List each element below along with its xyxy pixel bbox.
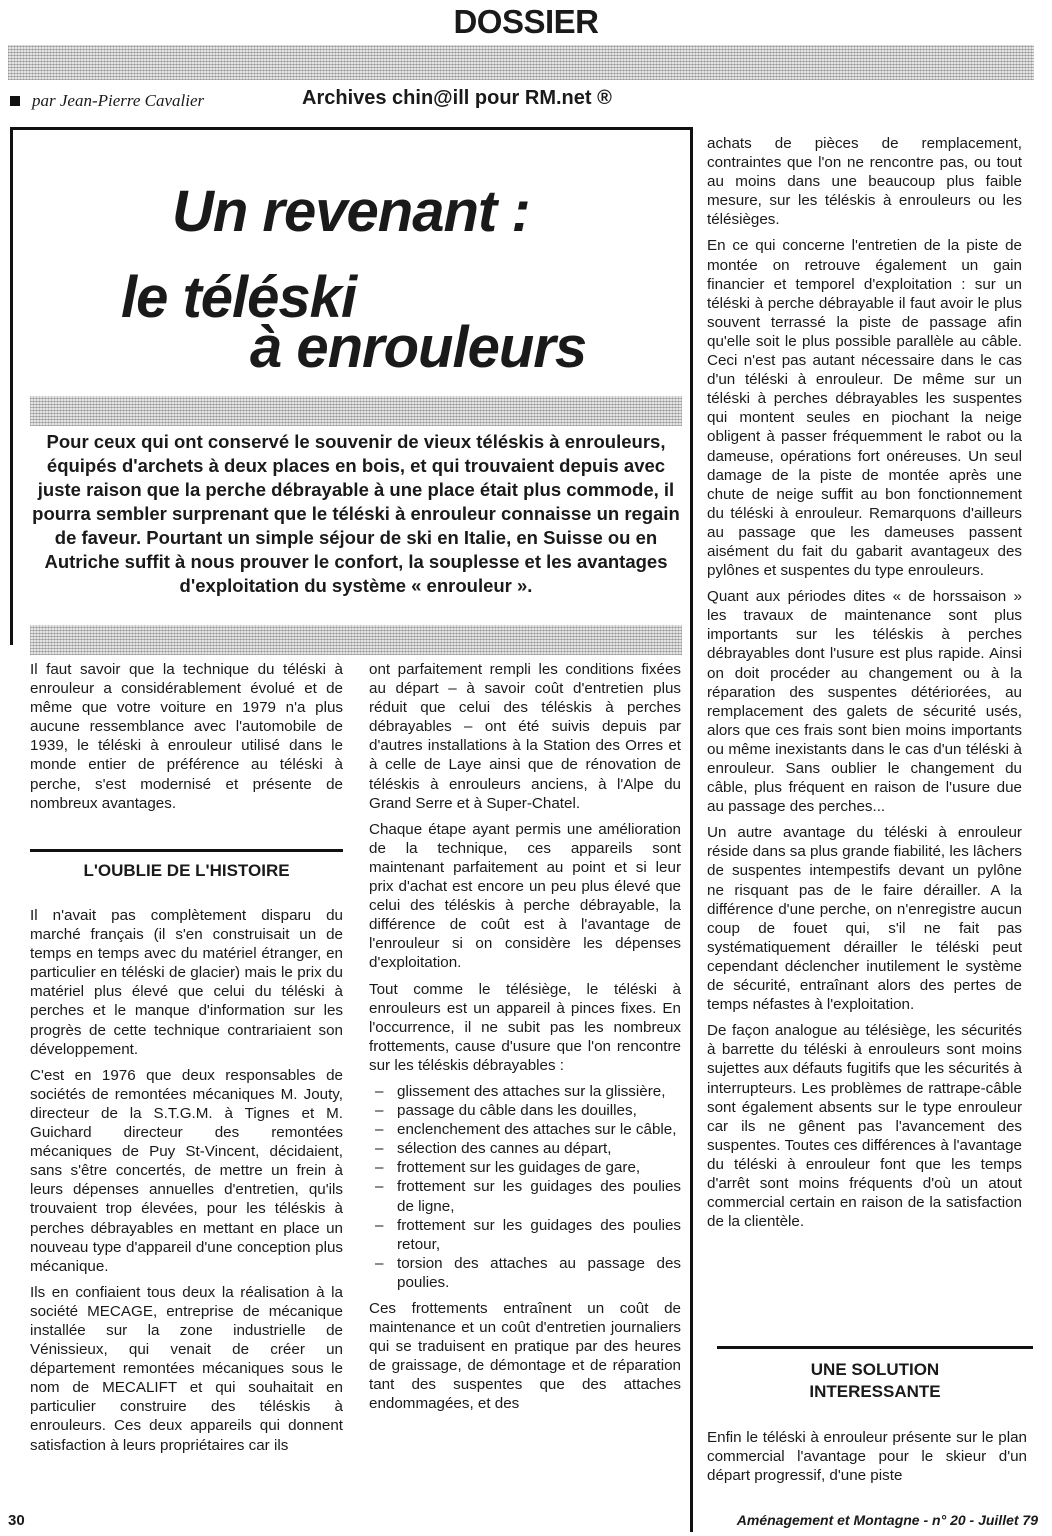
paragraph: Un autre avantage du téléski à enrouleur réside dans sa plus grande fiabilité, les lâchers de suspentes intempestifs devant un pylône ne risquant pas de le faire dérailler. A la différence d'une perche, on n'enregistre aucun coup de fouet qui, s'il ne fait pas systématiquement dérailler le téléski peut cependant déclencher inutilement le système de sécurité, entraînant alors des pertes de temps néfastes à l'exploitation. (707, 824, 1022, 1014)
intro-paragraph: Pour ceux qui ont conservé le souvenir de vieux téléskis à enrouleurs, équipés d'archets à deux places en bois, et qui trouvaient depuis avec juste raison que la perche débrayable à une place était plus commode, il pourra sembler surprenant que le téléski à enrouleur connaisse un regain de faveur. Pourtant un simple séjour de ski en Italie, en Suisse ou en Autriche suffit à nous prouver le confort, la souplesse et les avantages d'exploitation du système « enrouleur ». (32, 431, 680, 596)
paragraph: Ces frottements entraînent un coût de maintenance et un coût d'entretien journaliers qui se traduisent en pratique par des heures de graissage, de démontage et de réparation tant des suspentes que des attaches endommagées, et des (369, 1300, 681, 1413)
paragraph: Il n'avait pas complètement disparu du marché français (il s'en construisait un de temps en temps avec du matériel étranger, en particulier en téléski de glacier) mais le prix du matériel plus élevé que celui du téléski à perches et le manque d'information sur les progrès de cette technique contrariaient son développement. (30, 907, 343, 1058)
paragraph: Quant aux périodes dites « de horssaison » les travaux de maintenance sont plus importants sur les téléskis à perches débrayables dont l'usure est plus rapide. Ainsi on doit procéder au changement ou à la réparation des suspentes détériorées, au remplacement des galets de sécurité usés, alors que ces frais sont bien moins importants ou même inexistants dans le cas d'un téléski à enrouleur. Sans oublier le changement du câble, plus fréquent en raison de l'usure due au passage des perches... (707, 588, 1022, 816)
column-3 (707, 134, 1022, 1238)
archives-credit: Archives chin@ill pour RM.net ® (302, 87, 612, 109)
hatched-band (30, 396, 682, 426)
paragraph: ont parfaitement rempli les conditions fixées au départ – à savoir coût d'entretien plus réduit que celui des téléskis à perches débrayables – ont été suivis depuis par d'autres installations à la Station des Orres et à celle de Laye ainsi que de rénovation de téléskis à enrouleurs anciens, à l'Alpe du Grand Serre et à Super-Chatel. (369, 661, 681, 812)
column-divider-rule (690, 127, 693, 1532)
column-1 (30, 660, 343, 820)
paragraph: achats de pièces de remplacement, contraintes que l'on ne rencontre pas, ou tout au moins dans une beaucoup plus faible mesure, sur les téléskis à enrouleurs ou les télésièges. (707, 135, 1022, 229)
top-hatched-band (8, 45, 1034, 80)
list-item: – frottement sur les guidages des poulies retour, (369, 1216, 681, 1254)
column-1-continued (30, 906, 343, 1462)
list-item: – frottement sur les guidages de gare, (369, 1158, 681, 1177)
friction-list (369, 1082, 681, 1292)
section-label: DOSSIER (453, 3, 599, 40)
paragraph: C'est en 1976 que deux responsables de sociétés de remontées mécaniques M. Jouty, directeur de la S.T.G.M. à Tignes et M. Guichard directeur des remontées mécaniques de Puy St-Vincent, décidaient, sans s'être concertés, de mettre un frein à leurs dépenses annuelles d'entretien, qu'ils trouvaient trop élevées, pour les téléskis à perches débrayables en mettant en place un nouveau type d'appareil d'une conception plus mécanique. (30, 1066, 343, 1275)
list-item: – enclenchement des attaches sur le câble, (369, 1120, 681, 1139)
paragraph: Enfin le téléski à enrouleur présente sur le plan commercial l'avantage pour le skieur d'un départ progressif, d'une piste (707, 1429, 1027, 1485)
title-line-2: le téléski (121, 265, 357, 330)
list-item: – sélection des cannes au départ, (369, 1139, 681, 1158)
column-2 (369, 660, 681, 1421)
subheading-history: L'OUBLIE DE L'HISTOIRE (30, 849, 343, 882)
frame-top-rule (10, 127, 690, 130)
paragraph: Ils en confiaient tous deux la réalisation à la société MECAGE, entreprise de mécanique installée sur la zone industrielle de Vénissieux, qui venait de créer un département remontées mécaniques sous le nom de MECALIFT et qui souhaitait en particulier construire des téléskis à enrouleurs. Ces deux appareils qui donnent satisfaction à leurs propriétaires car ils (30, 1283, 343, 1454)
list-item: – frottement sur les guidages des poulies de ligne, (369, 1177, 681, 1215)
paragraph: Chaque étape ayant permis une amélioration de la technique, ces appareils sont maintenant parfaitement au point et si leur prix d'achat est encore un peu plus élevé que celui des téléskis à perche débrayable, la différence de coût est à l'avantage de l'enrouleur si on considère les dépenses d'exploitation. (369, 820, 681, 972)
paragraph: En ce qui concerne l'entretien de la piste de montée on retrouve également un gain financier et temporel d'exploitation : sur un téléski à perche débrayable il faut avoir le plus souvent terrassé la piste de passage afin qu'elle soit le plus possible parallèle au câble. Ceci n'est pas autant nécessaire dans le cas d'un téléski à enrouleur. De même sur un téléski à perches débrayables les suspentes qui montent seules en piochant la neige obligent à passer fréquemment le rabot ou la dameuse, opérations fort onéreuses. Un seul damage de la piste de montée après une chute de neige suffit au bon fonctionnement du téléski à enrouleur. Remarquons d'ailleurs au passage que les dameuses passent aisément du fait du gabarit avantageux des pylônes et suspentes du type enrouleurs. (707, 237, 1022, 580)
byline-row (10, 87, 1030, 117)
list-item: – passage du câble dans les douilles, (369, 1101, 681, 1120)
paragraph: De façon analogue au télésiège, les sécurités à barrette du téléski à enrouleurs sont moins sujettes aux défauts fugitifs que les sécurités à interrupteurs. Les problèmes de rattrape-câble sont également absents sur le type enrouleur car ils ne gênent pas l'avancement des suspentes. Toutes ces différences à l'avantage du téléski à enrouleur font que les temps d'arrêt sont moins fréquents d'où un atout commercial certain en raison de la satisfaction de la clientèle. (707, 1022, 1022, 1231)
square-bullet-icon (10, 96, 20, 106)
page-number: 30 (8, 1512, 25, 1529)
paragraph: Tout comme le télésiège, le téléski à enrouleurs est un appareil à pinces fixes. En l'occurrence, il ne subit pas les nombreux frottements, cause d'usure que l'on rencontre sur les téléskis débrayables : (369, 980, 681, 1074)
list-item: – glissement des attaches sur la glissière, (369, 1082, 681, 1101)
column-3-continued (707, 1428, 1027, 1492)
subheading-line: INTERESSANTE (809, 1382, 941, 1401)
frame-left-rule (10, 127, 13, 645)
title-line-3: à enrouleurs (250, 315, 587, 380)
paragraph: Il faut savoir que la technique du téléski à enrouleur a considérablement évolué et de même que votre voiture en 1979 n'a plus aucune ressemblance avec l'automobile de 1939, le téléski à enrouleur utilisé dans le monde entier de préférence au téléski à perche, s'est modernisé et présente de nombreux avantages. (30, 661, 343, 812)
subheading-solution (717, 1346, 1033, 1403)
hatched-band (30, 625, 682, 655)
list-item: – torsion des attaches au passage des poulies. (369, 1254, 681, 1292)
subheading-line: UNE SOLUTION (810, 1360, 940, 1379)
author-byline: par Jean-Pierre Cavalier (32, 91, 205, 110)
title-line-1: Un revenant : (172, 179, 530, 244)
magazine-footer: Aménagement et Montagne - n° 20 - Juillet 79 (736, 1512, 1038, 1528)
